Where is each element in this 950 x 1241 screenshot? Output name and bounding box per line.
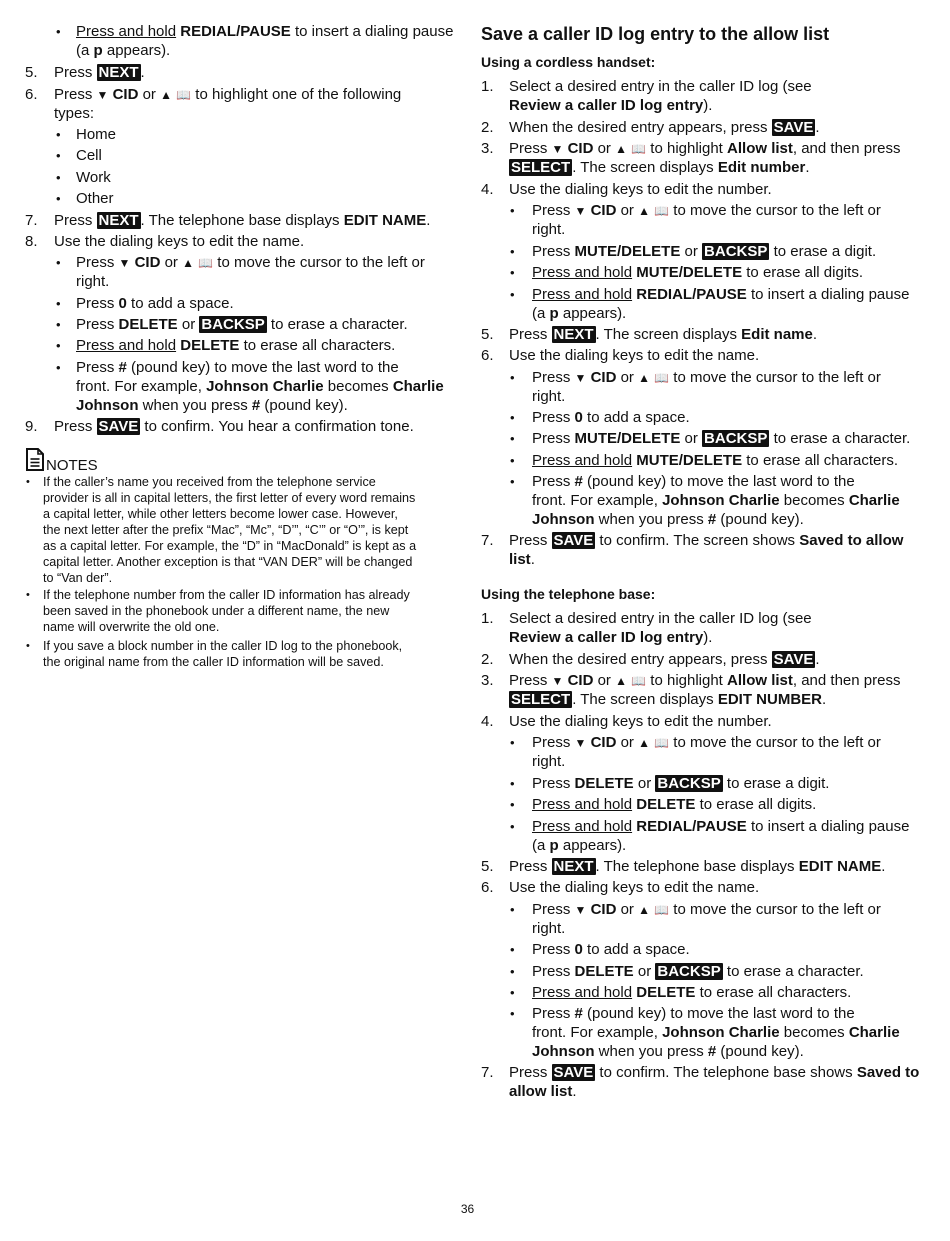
bullet: • xyxy=(510,287,515,302)
list-item: Press # (pound key) to move the last word to the xyxy=(76,359,399,376)
list-item-continued: right. xyxy=(532,920,566,937)
bullet: • xyxy=(510,431,515,446)
step-number: 5. xyxy=(481,326,494,343)
list-item: Press ▼ CID or ▲ 📖 to move the cursor to the left or xyxy=(532,369,881,386)
backsp-key: BACKSP xyxy=(657,963,721,980)
select-key: SELECT xyxy=(511,159,571,176)
note-1: a capital letter, while other letters become lower case. However, xyxy=(43,507,398,521)
bullet: • xyxy=(56,24,61,39)
down-arrow-icon: ▼ xyxy=(574,736,587,750)
bullet: • xyxy=(510,203,515,218)
phonebook-icon: 📖 xyxy=(198,256,214,270)
down-arrow-icon: ▼ xyxy=(574,204,587,218)
list-item-continued: front. For example, Johnson Charlie becomes Charlie xyxy=(532,492,900,509)
note-1: If the caller’s name you received from the telephone service xyxy=(43,475,376,489)
step-number: 9. xyxy=(25,418,38,435)
step-number: 6. xyxy=(481,879,494,896)
list-item: Press and hold MUTE/DELETE to erase all digits. xyxy=(532,264,863,281)
select-key: SELECT xyxy=(511,691,571,708)
up-arrow-icon: ▲ xyxy=(160,88,172,102)
bullet: • xyxy=(56,360,61,375)
bullet: • xyxy=(56,338,61,353)
list-item-continued: front. For example, Johnson Charlie becomes Charlie xyxy=(76,378,444,395)
step-number: 3. xyxy=(481,672,494,689)
save-key: SAVE xyxy=(553,532,594,549)
notes-icon xyxy=(25,448,45,471)
list-item: Press MUTE/DELETE or BACKSP to erase a character. xyxy=(532,430,911,447)
list-item: Press ▼ CID or ▲ 📖 to move the cursor to the left or xyxy=(532,734,881,751)
down-arrow-icon: ▼ xyxy=(551,674,564,688)
save-key: SAVE xyxy=(98,418,139,435)
down-arrow-icon: ▼ xyxy=(118,256,131,270)
bullet: • xyxy=(510,1006,515,1021)
step-3-continued: SELECT . The screen displays EDIT NUMBER. xyxy=(511,691,827,708)
step-number: 3. xyxy=(481,140,494,157)
list-item: Press and hold DELETE to erase all digits. xyxy=(532,796,817,813)
step-7: Press NEXT . The telephone base displays EDIT NAME. xyxy=(54,212,431,229)
bullet: • xyxy=(510,410,515,425)
bullet: • xyxy=(26,476,30,488)
step-2: When the desired entry appears, press SAVE . xyxy=(509,119,820,136)
list-item: Press ▼ CID or ▲ 📖 to move the cursor to the left or xyxy=(532,202,881,219)
step-2: When the desired entry appears, press SAVE . xyxy=(509,651,820,668)
list-item: Press ▼ CID or ▲ 📖 to move the cursor to the left or xyxy=(76,254,425,271)
note-1: to “Van der”. xyxy=(43,571,113,585)
backsp-key: BACKSP xyxy=(657,775,721,792)
step-8: Use the dialing keys to edit the name. xyxy=(54,233,305,250)
list-item: Press DELETE or BACKSP to erase a digit. xyxy=(532,775,830,792)
list-item: Press and hold MUTE/DELETE to erase all characters. xyxy=(532,452,899,469)
next-key: NEXT xyxy=(98,212,139,229)
step-number: 5. xyxy=(25,64,38,81)
list-item: Press DELETE or BACKSP to erase a character. xyxy=(532,963,864,980)
type-item: Cell xyxy=(76,147,102,164)
step-6: Use the dialing keys to edit the name. xyxy=(509,879,760,896)
bullet: • xyxy=(510,985,515,1000)
subsection-heading: Using the telephone base: xyxy=(481,586,656,602)
note-2: If the telephone number from the caller ID information has already xyxy=(43,588,410,602)
step-number: 4. xyxy=(481,181,494,198)
next-key: NEXT xyxy=(553,326,594,343)
up-arrow-icon: ▲ xyxy=(638,736,650,750)
phonebook-icon: 📖 xyxy=(654,204,670,218)
step-7-continued: allow list. xyxy=(509,1083,577,1100)
save-key: SAVE xyxy=(773,119,814,136)
bullet: • xyxy=(510,244,515,259)
list-item-continued: (a p appears). xyxy=(532,837,627,854)
down-arrow-icon: ▼ xyxy=(551,142,564,156)
list-item: Press and hold REDIAL/PAUSE to insert a dialing pause xyxy=(76,23,454,40)
backsp-key: BACKSP xyxy=(704,243,768,260)
bullet: • xyxy=(510,370,515,385)
bullet: • xyxy=(510,265,515,280)
step-number: 1. xyxy=(481,78,494,95)
list-item-continued: Johnson when you press # (pound key). xyxy=(532,511,804,528)
bullet: • xyxy=(510,735,515,750)
list-item: Press # (pound key) to move the last word to the xyxy=(532,473,855,490)
note-3: If you save a block number in the caller ID log to the phonebook, xyxy=(43,639,403,653)
note-1: as a capital letter. For example, the “D” in “MacDonald” is kept as a xyxy=(43,539,417,553)
bullet: • xyxy=(56,127,61,142)
phonebook-icon: 📖 xyxy=(176,88,192,102)
bullet: • xyxy=(510,964,515,979)
type-item: Home xyxy=(76,126,117,143)
list-item-continued: right. xyxy=(76,273,110,290)
step-4: Use the dialing keys to edit the number. xyxy=(509,713,772,730)
list-item: Press ▼ CID or ▲ 📖 to move the cursor to the left or xyxy=(532,901,881,918)
list-item: Press 0 to add a space. xyxy=(532,941,690,958)
down-arrow-icon: ▼ xyxy=(96,88,109,102)
type-item: Work xyxy=(76,169,111,186)
note-3: the original name from the caller ID information will be saved. xyxy=(43,655,384,669)
step-6: Press ▼ CID or ▲ 📖 to highlight one of the following xyxy=(54,86,402,103)
list-item: Press and hold REDIAL/PAUSE to insert a dialing pause xyxy=(532,818,910,835)
bullet: • xyxy=(510,797,515,812)
list-item: Press and hold DELETE to erase all characters. xyxy=(76,337,396,354)
bullet: • xyxy=(56,317,61,332)
down-arrow-icon: ▼ xyxy=(574,371,587,385)
list-item: Press MUTE/DELETE or BACKSP to erase a digit. xyxy=(532,243,877,260)
step-1: Select a desired entry in the caller ID log (see xyxy=(509,78,812,95)
step-3-continued: SELECT . The screen displays Edit number. xyxy=(511,159,810,176)
list-item: Press # (pound key) to move the last word to the xyxy=(532,1005,855,1022)
step-number: 5. xyxy=(481,858,494,875)
list-item-continued: right. xyxy=(532,388,566,405)
step-number: 7. xyxy=(481,1064,494,1081)
step-1-continued: Review a caller ID log entry). xyxy=(509,97,713,114)
step-number: 7. xyxy=(25,212,38,229)
page-number: 36 xyxy=(460,1202,475,1216)
list-item: Press and hold REDIAL/PAUSE to insert a dialing pause xyxy=(532,286,910,303)
step-5: Press NEXT . The screen displays Edit name. xyxy=(509,326,818,343)
bullet: • xyxy=(510,474,515,489)
up-arrow-icon: ▲ xyxy=(638,903,650,917)
list-item-continued: (a p appears). xyxy=(76,42,171,59)
step-5: Press NEXT . xyxy=(54,64,145,81)
note-1: capital letter. Another exception is that “VAN DER” will be changed xyxy=(43,555,413,569)
bullet: • xyxy=(26,589,30,601)
next-key: NEXT xyxy=(98,64,139,81)
step-9: Press SAVE to confirm. You hear a confirmation tone. xyxy=(54,418,414,435)
step-6: Use the dialing keys to edit the name. xyxy=(509,347,760,364)
phonebook-icon: 📖 xyxy=(654,736,670,750)
phonebook-icon: 📖 xyxy=(654,903,670,917)
step-6-continued: types: xyxy=(54,105,95,122)
step-number: 6. xyxy=(25,86,38,103)
step-number: 6. xyxy=(481,347,494,364)
backsp-key: BACKSP xyxy=(704,430,768,447)
bullet: • xyxy=(510,902,515,917)
note-2: been saved in the phonebook under a different name, the new xyxy=(43,604,390,618)
subsection-heading: Using a cordless handset: xyxy=(481,54,656,70)
section-title: Save a caller ID log entry to the allow list xyxy=(481,24,830,44)
step-3: Press ▼ CID or ▲ 📖 to highlight Allow list, and then press xyxy=(509,140,901,157)
notes-title: NOTES xyxy=(46,457,98,474)
bullet: • xyxy=(56,191,61,206)
save-key: SAVE xyxy=(553,1064,594,1081)
type-item: Other xyxy=(76,190,114,207)
list-item-continued: front. For example, Johnson Charlie becomes Charlie xyxy=(532,1024,900,1041)
bullet: • xyxy=(510,776,515,791)
list-item-continued: Johnson when you press # (pound key). xyxy=(76,397,348,414)
note-1: provider is all in capital letters, the first letter of every word remains xyxy=(43,491,416,505)
note-1: the next letter after the prefix “Mac”, “Mc”, “D’”, “C’” or “O’”, is kept xyxy=(43,523,409,537)
up-arrow-icon: ▲ xyxy=(615,674,627,688)
step-number: 4. xyxy=(481,713,494,730)
bullet: • xyxy=(56,170,61,185)
step-number: 2. xyxy=(481,651,494,668)
backsp-key: BACKSP xyxy=(201,316,265,333)
bullet: • xyxy=(510,453,515,468)
bullet: • xyxy=(510,819,515,834)
next-key: NEXT xyxy=(553,858,594,875)
step-4: Use the dialing keys to edit the number. xyxy=(509,181,772,198)
bullet: • xyxy=(56,296,61,311)
bullet: • xyxy=(56,148,61,163)
list-item-continued: right. xyxy=(532,221,566,238)
phonebook-icon: 📖 xyxy=(654,371,670,385)
step-7-continued: list. xyxy=(509,551,535,568)
list-item: Press DELETE or BACKSP to erase a character. xyxy=(76,316,408,333)
step-1: Select a desired entry in the caller ID log (see xyxy=(509,610,812,627)
step-3: Press ▼ CID or ▲ 📖 to highlight Allow list, and then press xyxy=(509,672,901,689)
step-7: Press SAVE to confirm. The telephone base shows Saved to xyxy=(509,1064,920,1081)
up-arrow-icon: ▲ xyxy=(638,204,650,218)
bullet: • xyxy=(26,640,30,652)
step-7: Press SAVE to confirm. The screen shows Saved to allow xyxy=(509,532,904,549)
up-arrow-icon: ▲ xyxy=(182,256,194,270)
down-arrow-icon: ▼ xyxy=(574,903,587,917)
step-number: 8. xyxy=(25,233,38,250)
up-arrow-icon: ▲ xyxy=(638,371,650,385)
bullet: • xyxy=(56,255,61,270)
bullet: • xyxy=(510,942,515,957)
step-number: 7. xyxy=(481,532,494,549)
list-item: Press 0 to add a space. xyxy=(76,295,234,312)
list-item: Press and hold DELETE to erase all characters. xyxy=(532,984,852,1001)
list-item-continued: right. xyxy=(532,753,566,770)
phonebook-icon: 📖 xyxy=(631,142,647,156)
list-item-continued: (a p appears). xyxy=(532,305,627,322)
step-1-continued: Review a caller ID log entry). xyxy=(509,629,713,646)
step-5: Press NEXT . The telephone base displays EDIT NAME. xyxy=(509,858,886,875)
phonebook-icon: 📖 xyxy=(631,674,647,688)
save-key: SAVE xyxy=(773,651,814,668)
step-number: 2. xyxy=(481,119,494,136)
up-arrow-icon: ▲ xyxy=(615,142,627,156)
list-item: Press 0 to add a space. xyxy=(532,409,690,426)
note-2: name will overwrite the old one. xyxy=(43,620,220,634)
list-item-continued: Johnson when you press # (pound key). xyxy=(532,1043,804,1060)
step-number: 1. xyxy=(481,610,494,627)
